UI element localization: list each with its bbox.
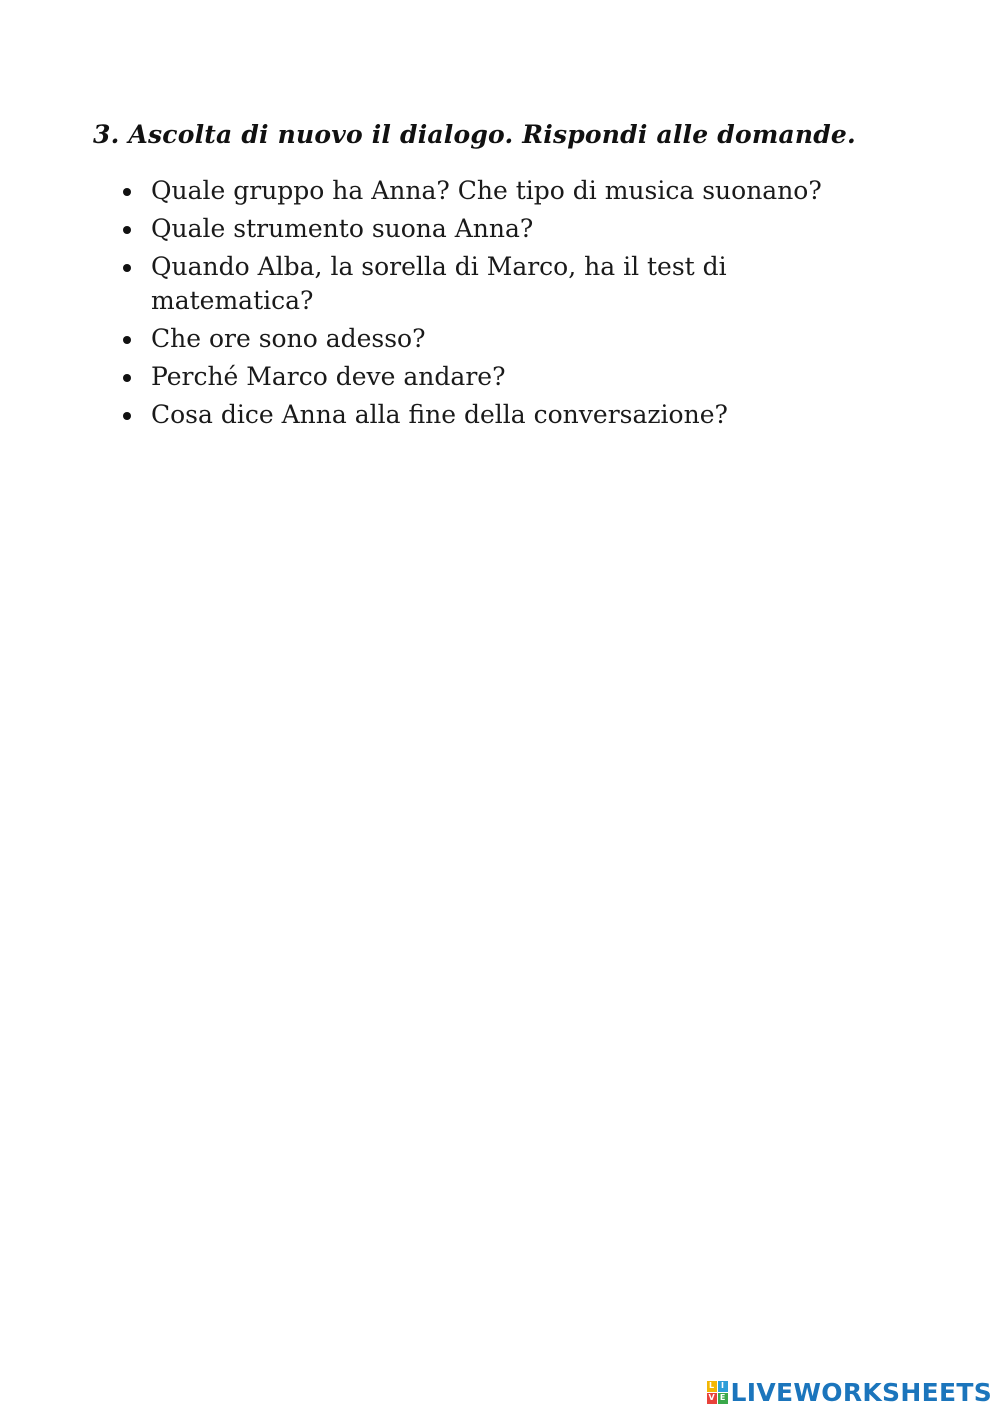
question-text: Quale gruppo ha Anna? Che tipo di musica suonano? [151, 176, 822, 205]
list-item [120, 398, 880, 432]
exercise-heading: 3. Ascolta di nuovo il dialogo. Rispondi alle domande. [93, 120, 856, 149]
question-list [120, 174, 880, 436]
bullet-icon [123, 188, 131, 196]
logo-letter-v: V [708, 1393, 715, 1402]
logo-mark-icon [707, 1381, 728, 1404]
list-item [120, 174, 880, 208]
bullet-icon [123, 374, 131, 382]
logo-text: LIVEWORKSHEETS [730, 1377, 992, 1407]
question-text: Quando Alba, la sorella di Marco, ha il test di matematica? [151, 252, 727, 315]
list-item [120, 212, 880, 246]
question-text: Che ore sono adesso? [151, 324, 426, 353]
liveworksheets-logo[interactable] [707, 1376, 992, 1408]
bullet-icon [123, 412, 131, 420]
list-item [120, 250, 880, 318]
logo-letter-i: I [718, 1381, 728, 1392]
list-item [120, 322, 880, 356]
bullet-icon [123, 336, 131, 344]
question-text: Quale strumento suona Anna? [151, 214, 534, 243]
question-text: Perché Marco deve andare? [151, 362, 506, 391]
logo-letter-l: L [707, 1381, 717, 1392]
question-text: Cosa dice Anna alla fine della conversazione? [151, 400, 728, 429]
logo-letter-e: E [718, 1393, 728, 1404]
list-item [120, 360, 880, 394]
bullet-icon [123, 226, 131, 234]
bullet-icon [123, 264, 131, 272]
